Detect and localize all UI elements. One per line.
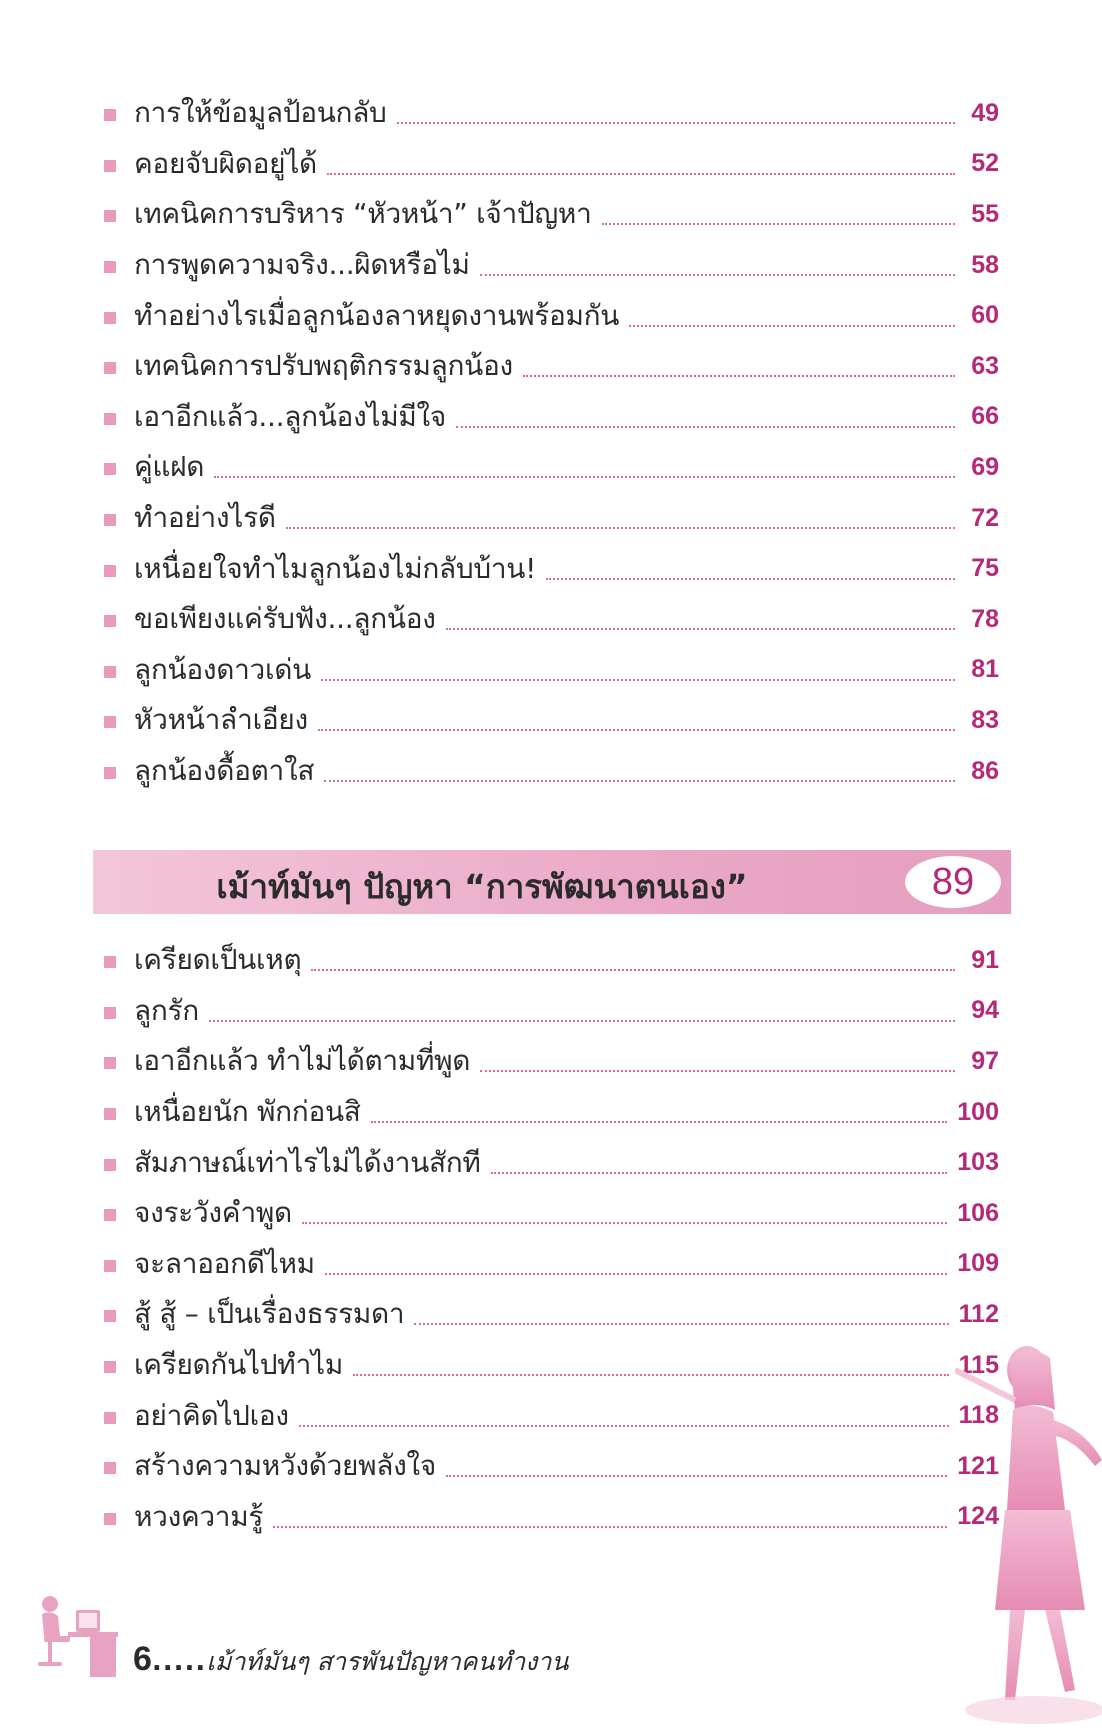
dot-leader (327, 173, 955, 175)
toc-entry-page: 115 (958, 1350, 999, 1379)
square-bullet-icon (104, 210, 116, 222)
dot-leader (209, 1020, 955, 1022)
toc-entry (104, 1188, 999, 1239)
dot-leader (318, 729, 955, 731)
toc-entry-page: 121 (957, 1451, 999, 1480)
toc-entry-title: ลูกน้องดาวเด่น (134, 652, 311, 686)
dot-leader (629, 325, 955, 327)
toc-entry-page: 97 (971, 1046, 999, 1075)
toc-entry-title: จงระวังคำพูด (134, 1196, 292, 1230)
toc-entry (104, 594, 999, 645)
toc-entry-page: 118 (958, 1401, 999, 1430)
toc-entry-page: 91 (971, 945, 999, 974)
toc-entry-page: 72 (971, 503, 999, 532)
section-page-number: 89 (905, 856, 1001, 908)
toc-entry (104, 1087, 999, 1138)
toc-entry-title: อย่าคิดไปเอง (134, 1398, 289, 1432)
square-bullet-icon (104, 716, 116, 728)
toc-entry (104, 493, 999, 544)
toc-list-part1 (104, 88, 999, 796)
toc-entry-title: เทคนิคการปรับพฤติกรรมลูกน้อง (134, 349, 513, 383)
square-bullet-icon (104, 1412, 116, 1424)
office-worker-illustration (30, 1590, 120, 1682)
toc-entry (104, 695, 999, 746)
square-bullet-icon (104, 1057, 116, 1069)
toc-entry-title: เครียดเป็นเหตุ (134, 943, 302, 977)
toc-entry-page: 103 (957, 1148, 999, 1177)
square-bullet-icon (104, 312, 116, 324)
toc-entry-title: จะลาออกดีไหม (134, 1246, 315, 1280)
toc-entry-page: 69 (971, 452, 999, 481)
dot-leader (446, 1475, 947, 1477)
square-bullet-icon (104, 413, 116, 425)
square-bullet-icon (104, 1462, 116, 1474)
toc-entry-title: สู้ สู้ – เป็นเรื่องธรรมดา (134, 1297, 405, 1331)
square-bullet-icon (104, 261, 116, 273)
page-footer (133, 1640, 568, 1682)
toc-entry (104, 543, 999, 594)
square-bullet-icon (104, 1260, 116, 1272)
toc-entry-page: 81 (971, 655, 999, 684)
toc-entry (104, 442, 999, 493)
toc-entry (104, 139, 999, 190)
toc-entry-page: 52 (971, 149, 999, 178)
dot-leader (286, 527, 955, 529)
square-bullet-icon (104, 463, 116, 475)
toc-entry (104, 1036, 999, 1087)
dot-leader (302, 1222, 947, 1224)
toc-entry (104, 935, 999, 986)
dot-leader (324, 780, 955, 782)
dot-leader (523, 375, 955, 377)
toc-entry-title: เอาอีกแล้ว...ลูกน้องไม่มีใจ (134, 399, 447, 433)
square-bullet-icon (104, 565, 116, 577)
toc-entry (104, 746, 999, 797)
toc-entry (104, 1137, 999, 1188)
toc-entry-page: 109 (957, 1249, 999, 1278)
dot-leader (480, 274, 955, 276)
toc-entry (104, 290, 999, 341)
toc-entry (104, 88, 999, 139)
dot-leader (273, 1526, 947, 1528)
square-bullet-icon (104, 767, 116, 779)
square-bullet-icon (104, 1310, 116, 1322)
toc-entry (104, 1492, 999, 1543)
toc-entry (104, 1239, 999, 1290)
toc-entry-page: 100 (957, 1097, 999, 1126)
dot-leader (311, 969, 955, 971)
square-bullet-icon (104, 514, 116, 526)
toc-entry (104, 1289, 999, 1340)
toc-entry-title: เหนื่อยใจทำไมลูกน้องไม่กลับบ้าน! (134, 551, 537, 585)
toc-entry (104, 189, 999, 240)
dot-leader (397, 122, 955, 124)
dot-leader (321, 679, 955, 681)
walking-woman-illustration (955, 1340, 1102, 1730)
dot-leader (371, 1121, 948, 1123)
square-bullet-icon (104, 362, 116, 374)
toc-entry-title: หัวหน้าลำเอียง (134, 703, 308, 737)
square-bullet-icon (104, 666, 116, 678)
dot-leader (214, 476, 955, 478)
toc-entry (104, 392, 999, 443)
toc-entry-title: ทำอย่างไรดี (134, 501, 276, 535)
square-bullet-icon (104, 1361, 116, 1373)
square-bullet-icon (104, 160, 116, 172)
square-bullet-icon (104, 109, 116, 121)
toc-entry-title: คอยจับผิดอยู่ได้ (134, 146, 317, 180)
toc-entry-page: 124 (957, 1502, 999, 1531)
square-bullet-icon (104, 956, 116, 968)
footer-book-title: เม้าท์มันๆ สารพันปัญหาคนทำงาน (206, 1647, 569, 1676)
square-bullet-icon (104, 1159, 116, 1171)
toc-entry-title: สร้างความหวังด้วยพลังใจ (134, 1449, 436, 1483)
dot-leader (353, 1374, 949, 1376)
toc-entry (104, 1390, 999, 1441)
toc-entry-title: เทคนิคการบริหาร “หัวหน้า” เจ้าปัญหา (134, 197, 592, 231)
section-title: เม้าท์มันๆ ปัญหา “การพัฒนาตนเอง” (216, 867, 748, 906)
toc-entry-title: ขอเพียงแค่รับฟัง...ลูกน้อง (134, 602, 436, 636)
dot-leader (456, 426, 955, 428)
toc-entry-title: ลูกน้องดื้อตาใส (134, 754, 315, 788)
toc-entry-title: เครียดกันไปทำไม (134, 1348, 343, 1382)
footer-dots: ..... (151, 1647, 207, 1677)
square-bullet-icon (104, 1209, 116, 1221)
toc-entry-title: สัมภาษณ์เท่าไรไม่ได้งานสักที (134, 1145, 481, 1179)
toc-entry-page: 49 (971, 98, 999, 127)
dot-leader (299, 1425, 949, 1427)
toc-entry-page: 94 (971, 996, 999, 1025)
dot-leader (602, 223, 956, 225)
toc-entry-title: คู่แฝด (134, 450, 205, 484)
toc-entry (104, 240, 999, 291)
toc-entry (104, 1441, 999, 1492)
dot-leader (491, 1172, 948, 1174)
toc-entry-title: ทำอย่างไรเมื่อลูกน้องลาหยุดงานพร้อมกัน (134, 298, 620, 332)
square-bullet-icon (104, 1108, 116, 1120)
toc-entry (104, 986, 999, 1037)
footer-page-number: 6 (133, 1640, 152, 1678)
toc-entry-page: 60 (971, 301, 999, 330)
section-header (93, 850, 1011, 914)
toc-entry-title: เหนื่อยนัก พักก่อนสิ (134, 1095, 361, 1129)
toc-entry-page: 63 (971, 351, 999, 380)
toc-entry-title: การให้ข้อมูลป้อนกลับ (134, 96, 387, 130)
toc-entry-page: 78 (971, 604, 999, 633)
square-bullet-icon (104, 1513, 116, 1525)
toc-entry-title: การพูดความจริง...ผิดหรือไม่ (134, 248, 470, 282)
toc-entry-title: ลูกรัก (134, 993, 199, 1027)
toc-entry-title: หวงความรู้ (134, 1499, 264, 1533)
toc-entry (104, 1340, 999, 1391)
dot-leader (546, 578, 955, 580)
toc-list-part2 (104, 935, 999, 1542)
dot-leader (480, 1070, 955, 1072)
dot-leader (414, 1323, 948, 1325)
dot-leader (325, 1273, 947, 1275)
toc-entry (104, 645, 999, 696)
dot-leader (446, 628, 955, 630)
toc-entry-page: 112 (958, 1299, 999, 1328)
toc-entry (104, 341, 999, 392)
toc-entry-page: 55 (971, 199, 999, 228)
square-bullet-icon (104, 1007, 116, 1019)
toc-entry-page: 106 (957, 1198, 999, 1227)
toc-entry-page: 66 (971, 402, 999, 431)
square-bullet-icon (104, 615, 116, 627)
toc-entry-page: 58 (971, 250, 999, 279)
toc-entry-page: 75 (971, 554, 999, 583)
toc-entry-page: 86 (971, 756, 999, 785)
toc-entry-title: เอาอีกแล้ว ทำไม่ได้ตามที่พูด (134, 1044, 471, 1078)
toc-entry-page: 83 (971, 705, 999, 734)
